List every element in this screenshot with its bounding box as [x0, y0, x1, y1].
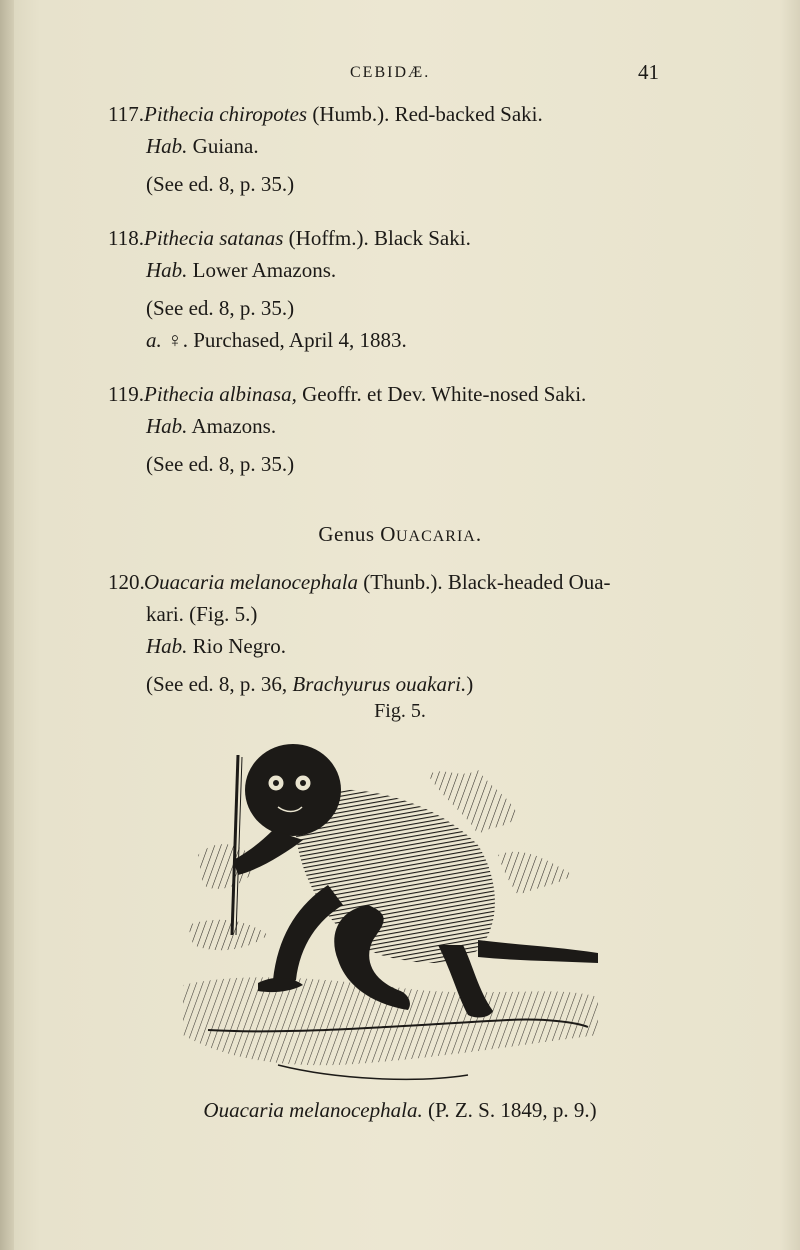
species-name: Pithecia satanas [144, 226, 284, 250]
entry-number: 119. [108, 382, 144, 406]
common-name: Black Saki. [368, 226, 471, 250]
entry-heading [108, 378, 748, 410]
genus-prefix: Genus [318, 522, 381, 546]
common-name: Black-headed Oua- [442, 570, 611, 594]
entry-number: 120. [108, 570, 145, 594]
species-name: Pithecia albinasa, [144, 382, 297, 406]
reference-line: (See ed. 8, p. 35.) [146, 296, 295, 320]
reference-prefix: (See ed. 8, p. 36, [146, 672, 293, 696]
genus-suffix: . [475, 522, 482, 546]
running-title: CEBIDÆ. [350, 64, 431, 81]
heading-continuation: kari. (Fig. 5.) [146, 602, 258, 626]
specimen-label: a. [146, 328, 162, 352]
page-header [0, 56, 800, 86]
species-entry-118 [108, 222, 748, 356]
habitat-label: Hab. [146, 634, 188, 658]
entry-heading [108, 98, 748, 130]
habitat-label: Hab. [146, 134, 188, 158]
habitat-line [108, 410, 748, 442]
page-spine-shadow [0, 0, 14, 1250]
monkey-engraving [178, 735, 608, 1095]
habitat: Rio Negro. [187, 634, 286, 658]
authority: (Hoffm.). [283, 226, 369, 250]
species-entry-119 [108, 378, 748, 480]
entry-number: 118. [108, 226, 144, 250]
entry-heading [108, 566, 748, 598]
specimen-line [108, 324, 748, 356]
entry-number: 117. [108, 102, 144, 126]
species-entry-120 [108, 566, 748, 700]
specimen-note: ♀. Purchased, April 4, 1883. [161, 328, 407, 352]
figure-caption [0, 1098, 800, 1123]
habitat-line [108, 254, 748, 286]
species-name: Ouacaria melanocephala [144, 570, 359, 594]
species-name: Pithecia chiropotes [144, 102, 308, 126]
authority: Geoffr. et Dev. [296, 382, 427, 406]
habitat: Guiana. [187, 134, 259, 158]
habitat: Amazons. [187, 414, 277, 438]
authority: (Thunb.). [358, 570, 443, 594]
genus-name-rest: UACARIA [395, 528, 476, 545]
habitat: Lower Amazons. [187, 258, 337, 282]
page-number: 41 [638, 60, 659, 84]
reference-line: (See ed. 8, p. 35.) [146, 452, 295, 476]
habitat-label: Hab. [146, 414, 188, 438]
figure-label: Fig. 5. [374, 700, 426, 722]
reference-suffix: ) [466, 672, 474, 696]
caption-species: Ouacaria melanocephala. [203, 1098, 423, 1122]
reference-synonym: Brachyurus ouakari. [292, 672, 467, 696]
habitat-line [108, 630, 748, 662]
authority: (Humb.). [307, 102, 390, 126]
genus-initial: O [380, 522, 396, 546]
habitat-line [108, 130, 748, 162]
caption-source: (P. Z. S. 1849, p. 9.) [422, 1098, 597, 1122]
genus-heading [0, 522, 800, 547]
species-entry-117 [108, 98, 748, 200]
common-name: White-nosed Saki. [426, 382, 587, 406]
reference-line: (See ed. 8, p. 35.) [146, 172, 295, 196]
common-name: Red-backed Saki. [389, 102, 543, 126]
reference-line [108, 668, 748, 700]
entry-heading [108, 222, 748, 254]
habitat-label: Hab. [146, 258, 188, 282]
